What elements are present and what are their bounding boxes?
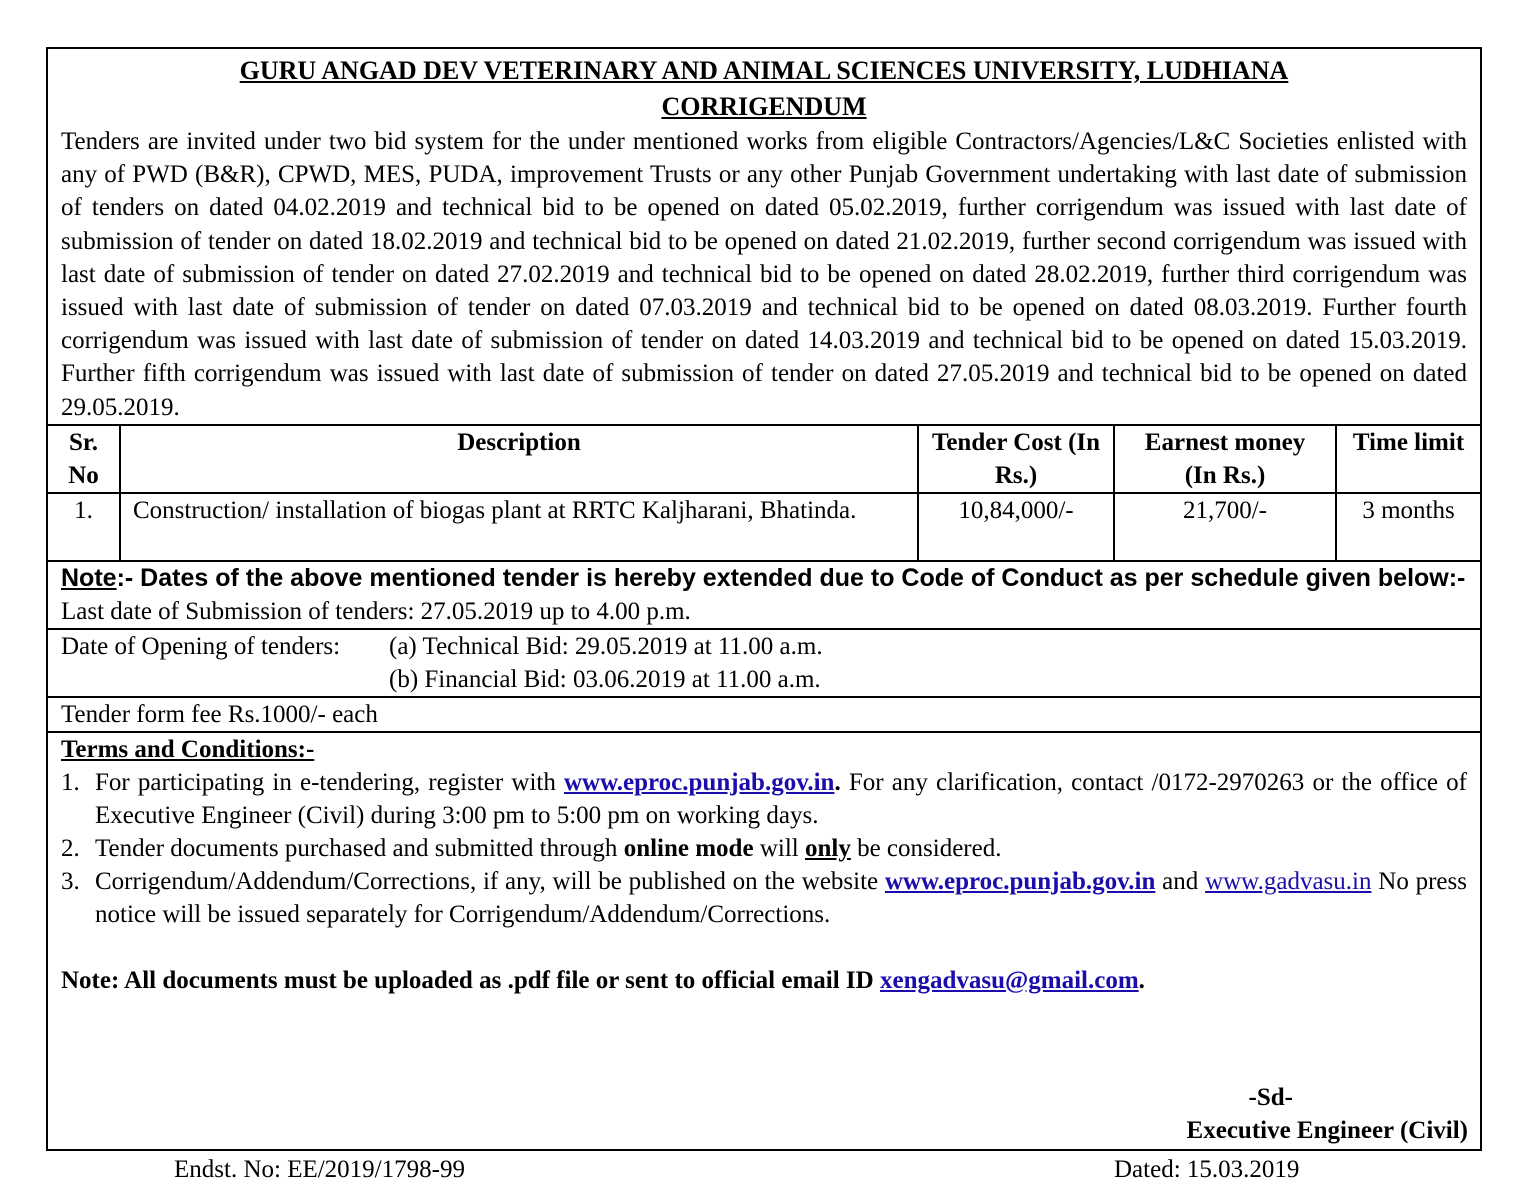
works-table [48,424,1480,560]
term-text: For participating in e-tendering, register with [95,768,564,796]
col-header-time: Time limit [1336,425,1480,493]
intro-paragraph: Tenders are invited under two bid system for the under mentioned works from eligible Contractors/Agencies/L&C Societies enlisted with any of PWD (B&R), CPWD, MES, PUDA, improvement Trusts or any other Punjab Government undertaking with last date of submission of tenders on dated 04.02.2019 and technical bid to be opened on dated 05.02.2019, further corrigendum was issued with last date of submission of tender on dated 18.02.2019 and technical bid to be opened on dated 21.02.2019, further second corrigendum was issued with last date of submission of tender on dated 27.02.2019 and technical bid to be opened on dated 28.02.2019, further third corrigendum was issued with last date of submission of tender on dated 07.03.2019 and technical bid to be opened on dated 08.03.2019. Further fourth corrigendum was issued with last date of submission of tender on dated 14.03.2019 and technical bid to be opened on dated 15.03.2019. Further fifth corrigendum was issued with last date of submission of tender on dated 27.05.2019 and technical bid to be opened on dated 29.05.2019. [61,128,1467,421]
term-text: Tender documents purchased and submitted through [95,834,624,862]
last-date-line: Last date of Submission of tenders: 27.05.2019 up to 4.00 p.m. [61,597,691,625]
note-label: Note [61,563,117,592]
technical-bid-line: (a) Technical Bid: 29.05.2019 at 11.00 a.m. [389,632,823,660]
final-note-dot: . [1138,966,1145,994]
term-text-post: No press notice will be issued separately for Corrigendum/Addendum/Corrections. [95,867,1467,928]
terms-title: Terms and Conditions:- [61,735,315,763]
final-note-text: Note: All documents must be uploaded as .pdf file or sent to official email ID [61,966,880,994]
corrigendum-title: CORRIGENDUM [661,92,867,121]
signature-designation: Executive Engineer (Civil) [1186,1117,1468,1144]
tender-fee-line: Tender form fee Rs.1000/- each [61,700,378,728]
gadvasu-link[interactable]: www.gadvasu.in [1205,867,1372,895]
term-text-post: be considered. [850,834,1002,862]
col-header-cost: Tender Cost (In Rs.) [918,425,1114,493]
financial-bid-line: (b) Financial Bid: 03.06.2019 at 11.00 a.m. [389,665,821,693]
dated-line: Dated: 15.03.2019 [1114,1156,1300,1183]
col-header-earnest: Earnest money (In Rs.) [1114,425,1336,493]
term-item-1 [61,766,1467,832]
university-title: GURU ANGAD DEV VETERINARY AND ANIMAL SCIENCES UNIVERSITY, LUDHIANA [239,56,1289,85]
term-text-post: For any clarification, contact /0172-2970263 or the office of Executive Engineer (Civil) during 3:00 pm to 5:00 pm on working days. [95,768,1467,829]
signature-sd: -Sd- [1248,1084,1293,1111]
term-text-mid: and [1155,867,1206,895]
table-header-row [48,425,1480,493]
note-text: :- Dates of the above mentioned tender is hereby extended due to Code of Conduct as per schedule given below:- [116,563,1466,592]
term-number: 3. [61,867,80,895]
term-text-mid: will [753,834,805,862]
term-item-2 [61,832,1467,865]
endorsement-number: Endst. No: EE/2019/1798-99 [174,1156,465,1183]
notice-frame [46,47,1482,1151]
eproc-link[interactable]: www.eproc.punjab.gov.in [564,768,835,796]
cell-earnest: 21,700/- [1114,493,1336,560]
opening-label: Date of Opening of tenders: [61,632,341,660]
col-header-description: Description [120,425,918,493]
term-text: Corrigendum/Addendum/Corrections, if any, will be published on the website [95,867,885,895]
cell-description: Construction/ installation of biogas plant at RRTC Kaljharani, Bhatinda. [120,493,918,560]
term-number: 2. [61,834,80,862]
terms-section [48,731,1480,997]
col-header-sr: Sr. No [48,425,120,493]
term-number: 1. [61,768,80,796]
term-item-3 [61,865,1467,931]
note-heading [61,562,1467,595]
eproc-link-2[interactable]: www.eproc.punjab.gov.in [884,867,1156,895]
table-row [48,493,1480,560]
signature-block [1187,1081,1468,1147]
fee-section [48,696,1480,731]
term-dot: . [834,768,841,796]
note-section [48,560,1480,628]
online-mode-text: online mode [623,834,754,862]
cell-sr: 1. [48,493,120,560]
email-link[interactable]: xengadvasu@gmail.com [879,966,1139,994]
only-text: only [804,834,851,862]
final-note [61,964,1467,997]
opening-section [48,628,1480,696]
cell-cost: 10,84,000/- [918,493,1114,560]
cell-time: 3 months [1362,496,1455,524]
